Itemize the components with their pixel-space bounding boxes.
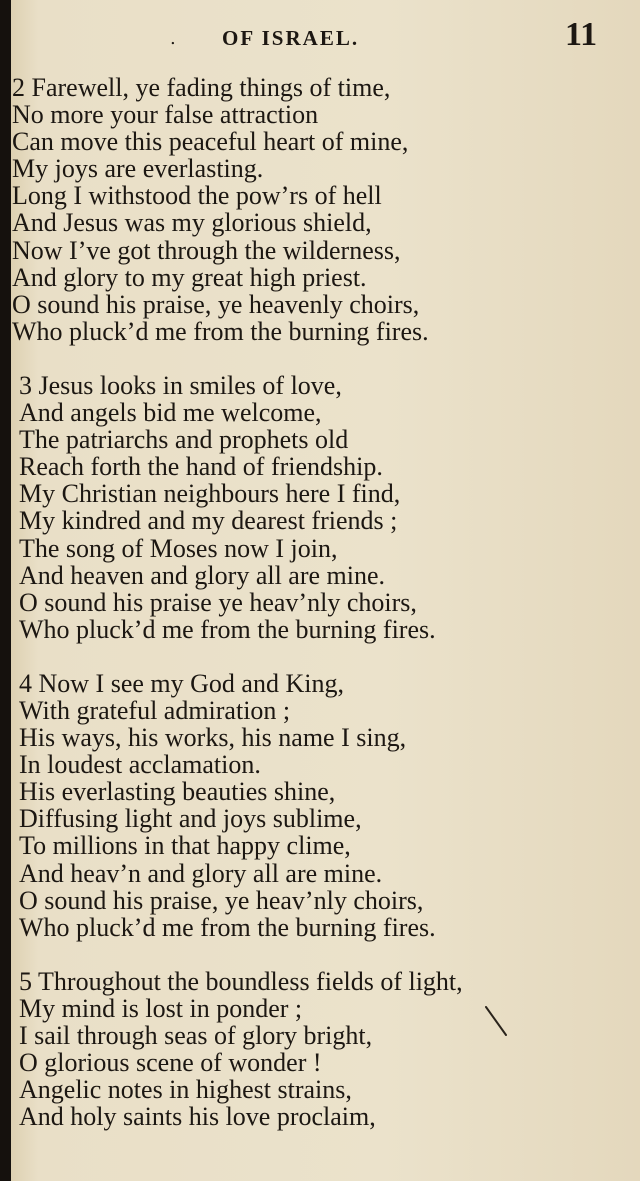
verse-line: 5 Throughout the boundless fields of light, [19,966,463,996]
verse-line: Who pluck’d me from the burning fires. [19,614,436,644]
verse-line: And holy saints his love proclaim, [19,1102,376,1132]
verse-line: Who pluck’d me from the burning fires. [19,912,436,942]
verse-line: In loudest acclamation. [19,750,261,780]
verse-line: The patriarchs and prophets old [19,425,349,455]
verse-line: 2 Farewell, ye fading things of time, [12,73,391,102]
verse-line: 4 Now I see my God and King, [19,668,344,698]
pencil-mark [484,1005,514,1041]
stanza-5 [12,968,597,1131]
header-dot: . [170,28,176,49]
verse-line: My joys are everlasting. [12,154,264,184]
verse-line: My kindred and my dearest friends ; [19,506,398,536]
stanza-3 [12,372,597,643]
page-header [0,16,640,56]
verse-line: And Jesus was my glorious shield, [12,208,372,238]
verse-line: The song of Moses now I join, [19,533,338,563]
verse-line: With grateful admiration ; [19,695,291,725]
hymn-text [12,74,597,1157]
book-spine-shadow [0,0,11,1181]
verse-line: His everlasting beauties shine, [19,777,336,807]
verse-line: O glorious scene of wonder ! [19,1048,322,1078]
verse-line: Angelic notes in highest strains, [19,1075,352,1105]
stanza-4 [12,670,597,941]
verse-line: Diffusing light and joys sublime, [19,804,362,834]
verse-line: And heav’n and glory all are mine. [19,858,383,888]
verse-line: Can move this peaceful heart of mine, [12,127,409,157]
verse-line: O sound his praise, ye heavenly choirs, [12,289,420,319]
verse-line: And heaven and glory all are mine. [19,560,386,590]
verse-line: Reach forth the hand of friendship. [19,452,383,482]
stanza-2 [12,74,597,345]
verse-line: Long I withstood the pow’rs of hell [12,181,382,211]
verse-line: And angels bid me welcome, [19,398,322,428]
verse-line: I sail through seas of glory bright, [19,1021,373,1050]
running-title: OF ISRAEL. [222,26,360,50]
verse-line: O sound his praise ye heav’nly choirs, [19,587,417,617]
verse-line: My mind is lost in ponder ; [19,993,303,1023]
verse-line: To millions in that happy clime, [19,831,351,861]
verse-line: No more your false attraction [12,100,319,130]
verse-line: My Christian neighbours here I find, [19,479,401,509]
verse-line: Now I’ve got through the wilderness, [12,235,401,265]
verse-line: 3 Jesus looks in smiles of love, [19,370,342,400]
verse-line: Who pluck’d me from the burning fires. [12,316,429,346]
verse-line: And glory to my great high priest. [12,262,367,292]
verse-line: O sound his praise, ye heav’nly choirs, [19,885,424,915]
page-number: 11 [565,16,598,53]
verse-line: His ways, his works, his name I sing, [19,723,407,753]
